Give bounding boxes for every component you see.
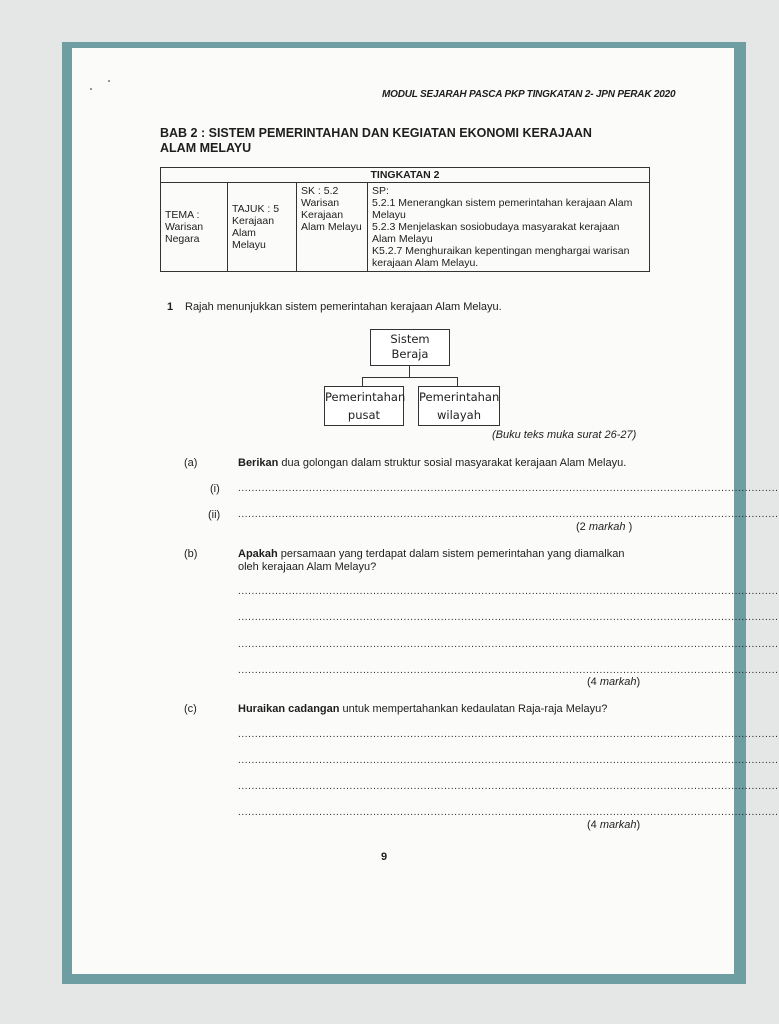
part-b-keyword: Apakah xyxy=(238,548,278,560)
diagram-left-box xyxy=(324,386,404,426)
page-number: 9 xyxy=(381,851,388,863)
diagram-root-box xyxy=(370,329,450,366)
sk-text: SK : 5.2 Warisan Kerajaan Alam Melayu xyxy=(301,185,362,233)
marks-open: (4 xyxy=(587,676,600,688)
marks-word: markah xyxy=(599,676,637,688)
answer-line[interactable]: ................................................................................................................................................................ xyxy=(238,509,779,520)
answer-line[interactable]: ................................................................................................................................................................ xyxy=(238,586,779,597)
question-stem: Rajah menunjukkan sistem pemerintahan kerajaan Alam Melayu. xyxy=(185,301,502,313)
sp-item: K5.2.7 Menghuraikan kepentingan menghargai warisan kerajaan Alam Melayu. xyxy=(372,245,630,269)
answer-line[interactable]: ................................................................................................................................................................ xyxy=(238,807,779,818)
answer-line[interactable]: ................................................................................................................................................................ xyxy=(238,729,779,740)
part-a-label: (a) xyxy=(184,457,198,469)
worksheet-page xyxy=(72,48,779,974)
tema-cell xyxy=(161,183,228,272)
tajuk-text: TAJUK : 5 Kerajaan Alam Melayu xyxy=(232,203,280,251)
marks-word: markah xyxy=(588,521,626,533)
part-a-text: dua golongan dalam struktur sosial masyarakat kerajaan Alam Melayu. xyxy=(278,457,627,469)
marks-word: markah xyxy=(599,819,637,831)
connector-line xyxy=(457,377,458,386)
part-b-marks xyxy=(587,676,640,688)
sk-cell xyxy=(297,183,368,272)
part-a-question xyxy=(238,457,648,470)
speck xyxy=(90,88,92,90)
part-a-keyword: Berikan xyxy=(238,457,279,469)
answer-line[interactable]: ................................................................................................................................................................ xyxy=(238,639,779,650)
part-c-keyword: Huraikan cadangan xyxy=(238,703,340,715)
diagram-right-box xyxy=(418,386,500,426)
answer-line[interactable]: ................................................................................................................................................................ xyxy=(238,781,779,792)
left-label-line2: pusat xyxy=(347,408,381,422)
marks-close: ) xyxy=(636,676,641,688)
question-number: 1 xyxy=(167,301,174,313)
part-b-text: persamaan yang terdapat dalam sistem pemerintahan yang diamalkan oleh kerajaan Alam Melayu? xyxy=(238,548,625,573)
sp-item: 5.2.3 Menjelaskan sosiobudaya masyarakat kerajaan Alam Melayu xyxy=(372,221,620,245)
sp-item: 5.2.1 Menerangkan sistem pemerintahan kerajaan Alam Melayu xyxy=(372,197,633,221)
syllabus-table xyxy=(160,167,650,272)
tajuk-cell xyxy=(228,183,297,272)
connector-line xyxy=(409,366,410,377)
answer-line[interactable]: ................................................................................................................................................................ xyxy=(238,755,779,766)
part-a-sub-ii: (ii) xyxy=(208,509,221,521)
connector-line xyxy=(362,377,363,386)
marks-close: ) xyxy=(625,521,633,533)
right-label-line2: wilayah xyxy=(437,408,481,422)
root-label-line1: Sistem xyxy=(390,332,430,346)
module-header: MODUL SEJARAH PASCA PKP TINGKATAN 2- JPN PERAK 2020 xyxy=(382,89,676,100)
part-b-label: (b) xyxy=(184,548,198,560)
marks-open: (4 xyxy=(587,819,600,831)
sp-label: SP: xyxy=(372,185,389,197)
right-label-line1: Pemerintahan xyxy=(419,390,500,404)
part-c-text: untuk mempertahankan kedaulatan Raja-raja Melayu? xyxy=(339,703,608,715)
table-heading: TINGKATAN 2 xyxy=(161,168,650,183)
answer-line[interactable]: ................................................................................................................................................................ xyxy=(238,665,779,676)
part-a-sub-i: (i) xyxy=(210,483,220,495)
part-b-question xyxy=(238,548,648,574)
speck xyxy=(108,80,110,82)
part-c-marks xyxy=(587,819,640,831)
connector-line xyxy=(362,377,458,378)
textbook-reference: (Buku teks muka surat 26-27) xyxy=(492,429,637,441)
answer-line[interactable]: ................................................................................................................................................................ xyxy=(238,483,779,494)
sp-cell xyxy=(368,183,650,272)
chapter-title: BAB 2 : SISTEM PEMERINTAHAN DAN KEGIATAN EKONOMI KERAJAAN ALAM MELAYU xyxy=(160,126,592,155)
answer-line[interactable]: ................................................................................................................................................................ xyxy=(238,612,779,623)
part-c-question xyxy=(238,703,648,716)
part-c-label: (c) xyxy=(184,703,197,715)
part-a-marks xyxy=(576,521,632,533)
left-label-line1: Pemerintahan xyxy=(325,390,406,404)
marks-open: (2 xyxy=(576,521,589,533)
marks-close: ) xyxy=(636,819,641,831)
root-label-line2: Beraja xyxy=(391,347,429,361)
tema-text: TEMA : Warisan Negara xyxy=(165,209,204,245)
